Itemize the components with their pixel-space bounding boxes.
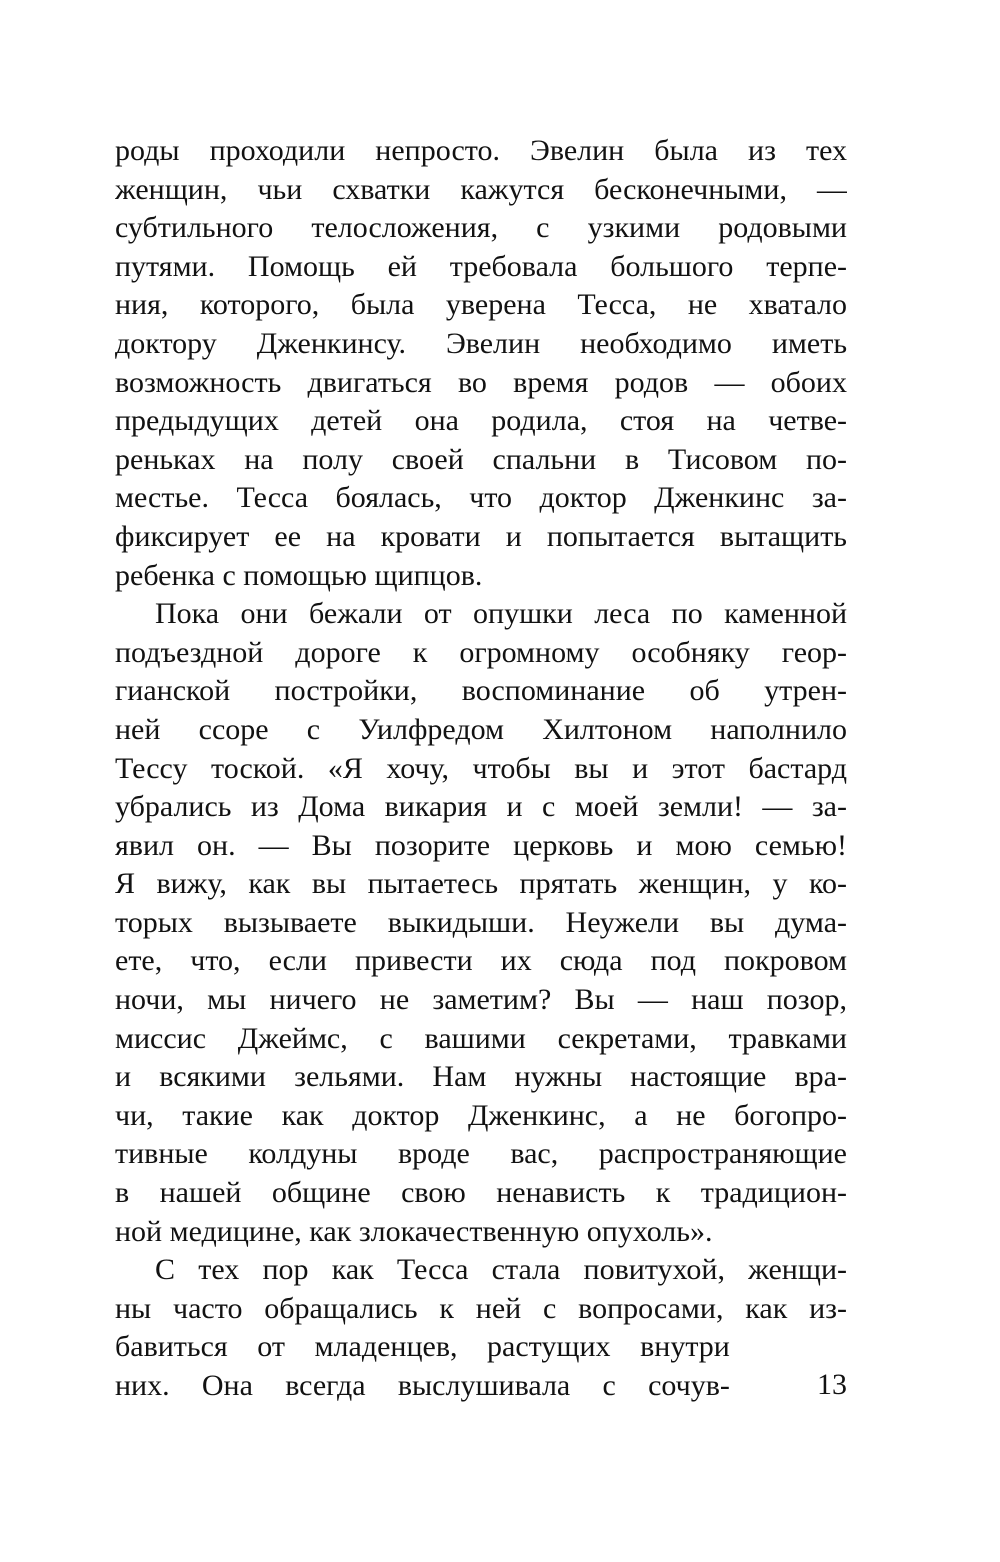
text-line: и всякими зельями. Нам нужны настоящие вра-	[115, 1060, 847, 1094]
text-line: явил он. — Вы позорите церковь и мою семью!	[115, 828, 847, 862]
text-line: фиксирует ее на кровати и попытается вытащить	[115, 519, 847, 553]
text-line: местье. Тесса боялась, что доктор Дженкинс за-	[115, 481, 847, 515]
paragraph	[115, 132, 847, 595]
text-line: предыдущих детей она родила, стоя на четве-	[115, 404, 847, 438]
page-number: 13	[817, 1368, 847, 1401]
text-line: ной медицине, как злокачественную опухоль».	[115, 1214, 713, 1248]
text-line: бавиться от младенцев, растущих внутри	[115, 1330, 730, 1364]
text-line: путями. Помощь ей требовала большого терпе-	[115, 249, 847, 283]
text-line: доктору Дженкинсу. Эвелин необходимо иметь	[115, 326, 847, 360]
text-block	[115, 132, 847, 1406]
text-line: ночи, мы ничего не заметим? Вы — наш позор,	[115, 983, 847, 1017]
paragraph	[115, 595, 847, 1251]
text-line: ния, которого, была уверена Тесса, не хватало	[115, 288, 847, 322]
text-line: чи, такие как доктор Дженкинс, а не богопро-	[115, 1098, 847, 1132]
text-line: С тех пор как Тесса стала повитухой, женщи-	[155, 1253, 847, 1287]
text-line: тивные колдуны вроде вас, распространяющие	[115, 1137, 847, 1171]
text-line: торых вызываете выкидыши. Неужели вы дума-	[115, 905, 847, 939]
text-line: Тессу тоской. «Я хочу, чтобы вы и этот бастард	[115, 751, 847, 785]
text-line: ете, что, если привести их сюда под покровом	[115, 944, 847, 978]
text-line: подъездной дороге к огромному особняку геор-	[115, 635, 847, 669]
text-line: ней ссоре с Уилфредом Хилтоном наполнило	[115, 712, 847, 746]
text-line: субтильного телосложения, с узкими родовыми	[115, 211, 847, 245]
text-line: ны часто обращались к ней с вопросами, как из-	[115, 1291, 847, 1325]
text-line: женщин, чьи схватки кажутся бесконечными, —	[115, 172, 847, 206]
text-line: гианской постройки, воспоминание об утрен-	[115, 674, 847, 708]
text-line: Я вижу, как вы пытаетесь прятать женщин, у ко-	[115, 867, 847, 901]
text-line: убрались из Дома викария и с моей земли! — за-	[115, 790, 847, 824]
text-line: ребенка с помощью щипцов.	[115, 558, 483, 592]
text-line: возможность двигаться во время родов — обоих	[115, 365, 847, 399]
text-line: роды проходили непросто. Эвелин была из тех	[115, 134, 847, 167]
text-line: реньках на полу своей спальни в Тисовом по-	[115, 442, 847, 476]
text-line: в нашей общине свою ненависть к традицион-	[115, 1176, 847, 1210]
text-line: Пока они бежали от опушки леса по каменной	[155, 597, 847, 631]
text-line: миссис Джеймс, с вашими секретами, травками	[115, 1021, 847, 1055]
text-line: них. Она всегда выслушивала с сочув-	[115, 1369, 730, 1402]
